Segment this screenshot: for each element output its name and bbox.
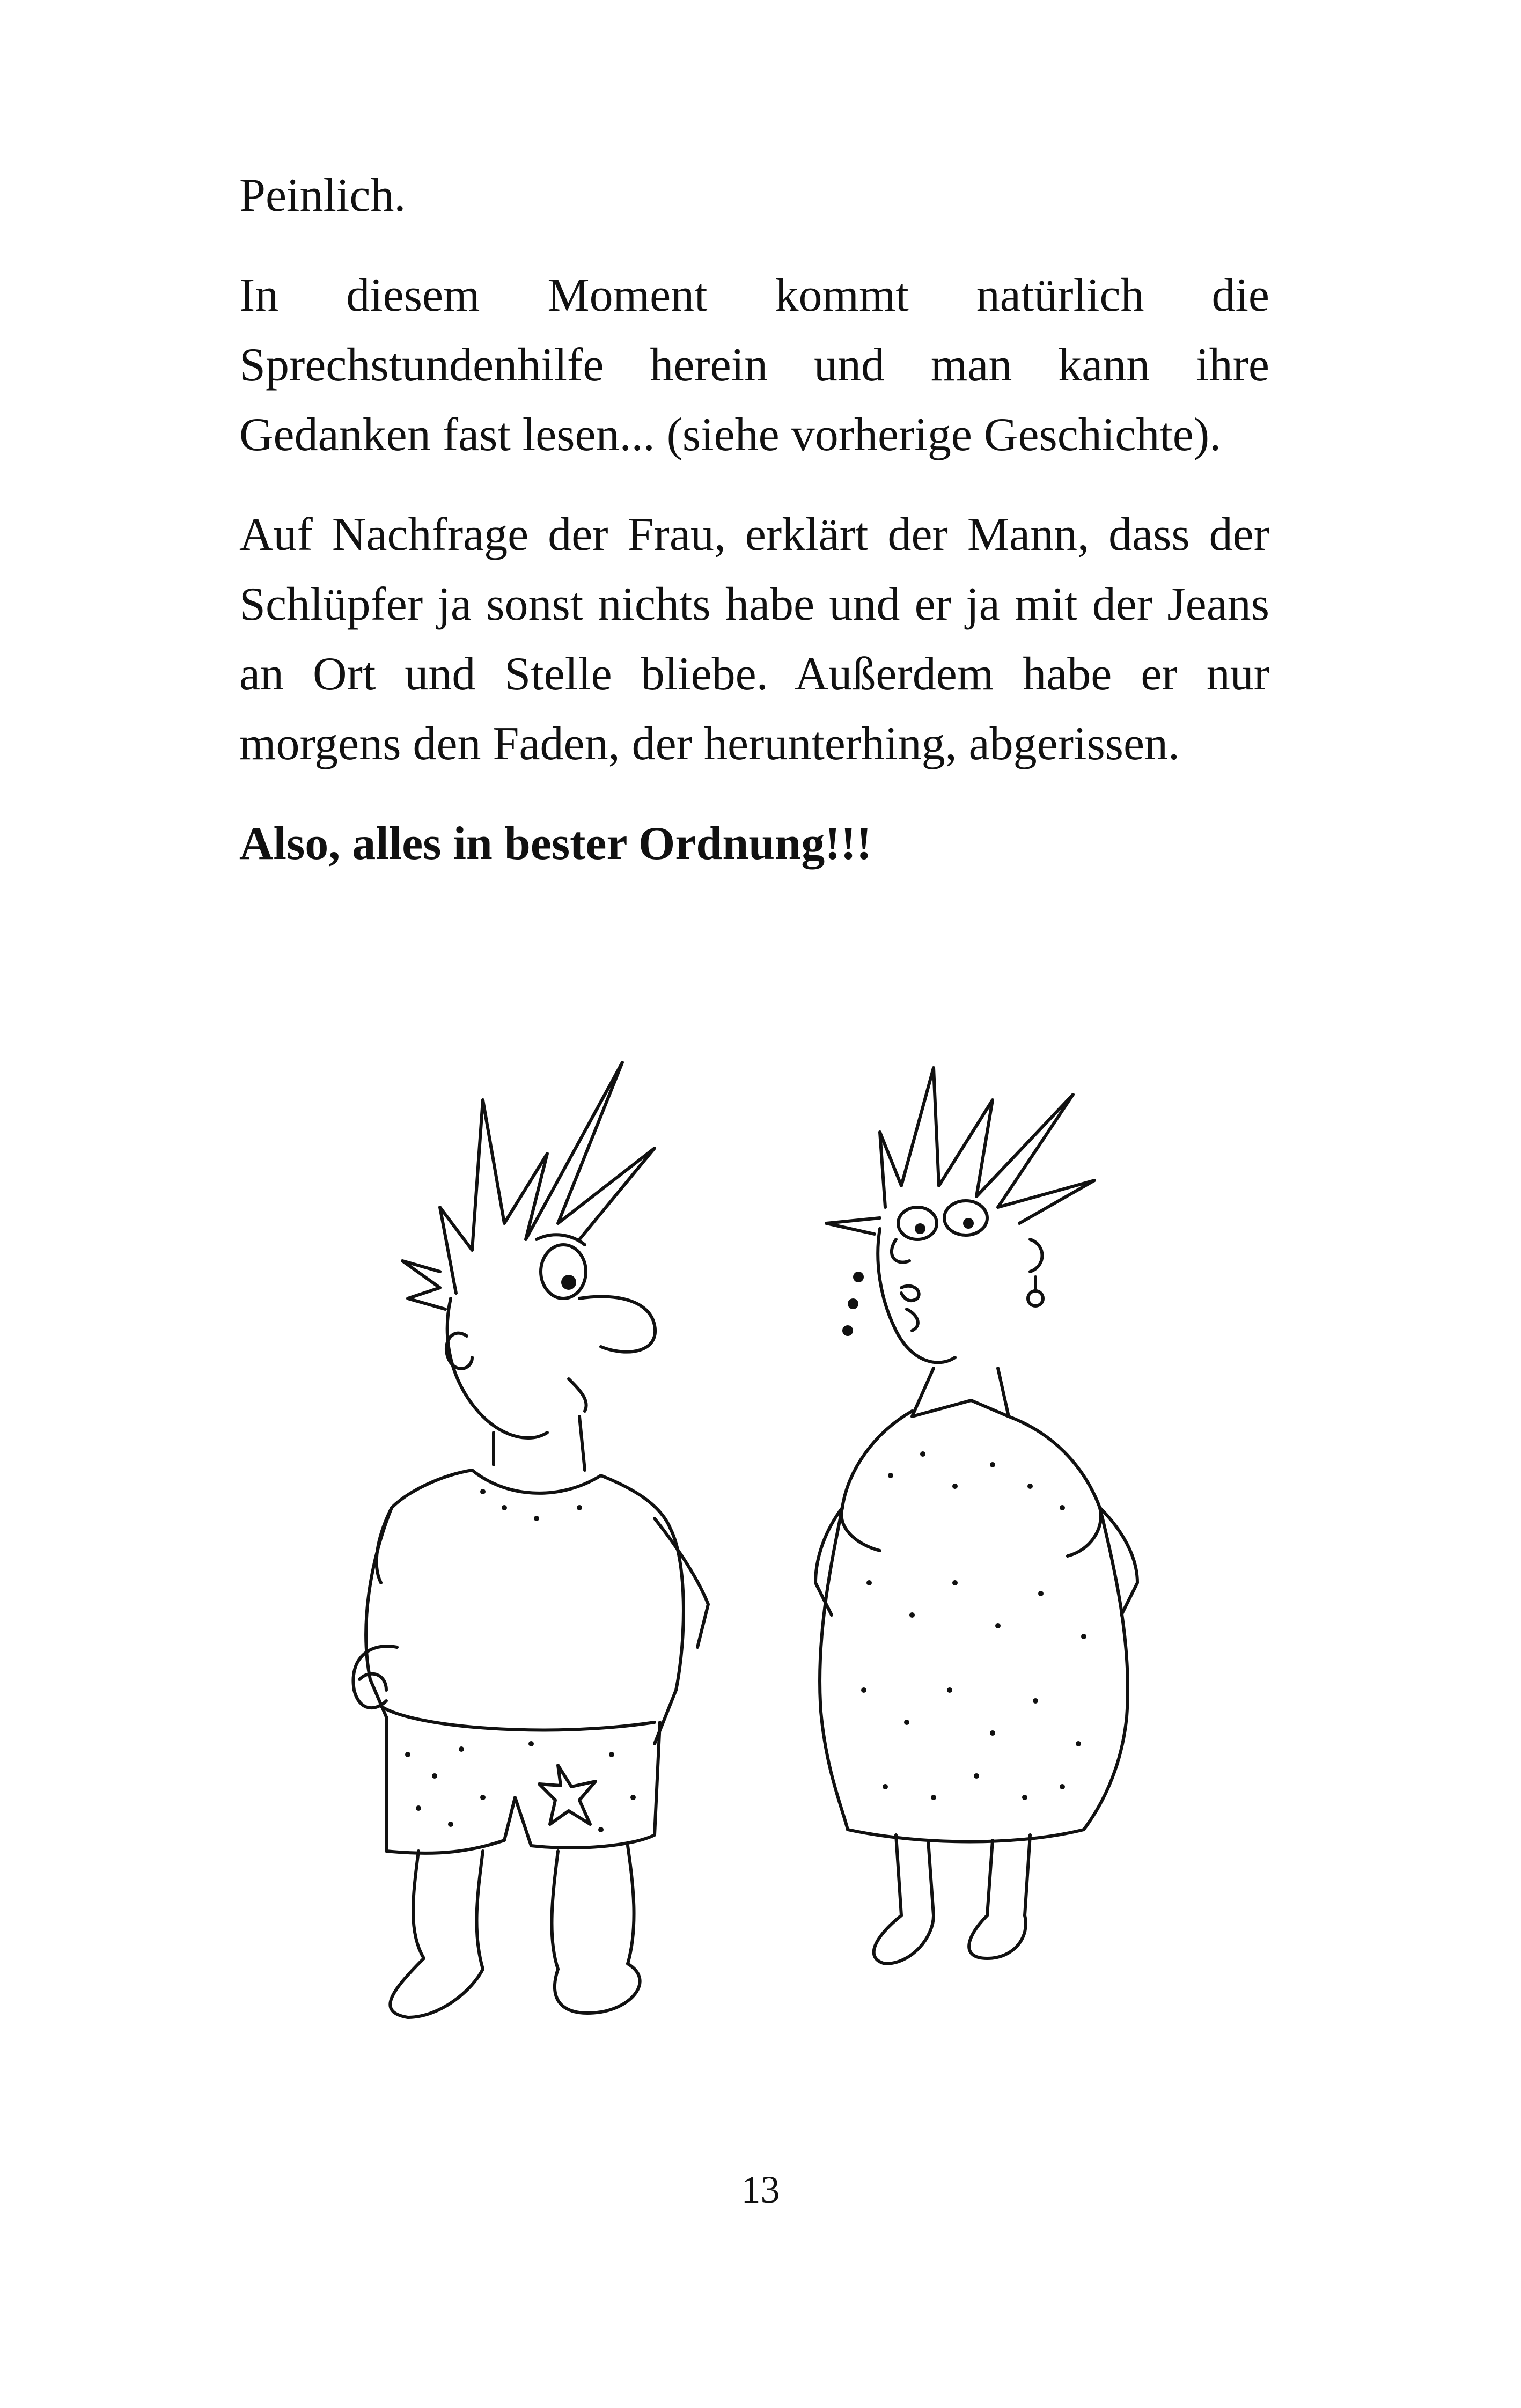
body-text: [239, 161, 1269, 909]
page-number: 13: [741, 2168, 780, 2211]
paragraph-2: In diesem Moment kommt natürlich die Sprechstundenhilfe herein und man kann ihre Gedanken fast lesen... (siehe vorherige Geschichte).: [239, 269, 1269, 461]
woman-figure: [815, 1068, 1137, 1964]
man-figure: [353, 1062, 708, 2017]
closing-line: Also, alles in bester Ordnung!!!: [239, 818, 872, 870]
cartoon-drawing: [279, 1046, 1272, 2066]
paragraph-1: Peinlich.: [239, 170, 406, 222]
cartoon-illustration: [279, 1046, 1272, 2066]
paragraph-3: Auf Nachfrage der Frau, erklärt der Mann, dass der Schlüpfer ja sonst nichts habe und er ja mit der Jeans an Ort und Stelle bliebe. Außerdem habe er nur morgens den Faden, der herunterhing, abgerissen.: [239, 509, 1269, 770]
